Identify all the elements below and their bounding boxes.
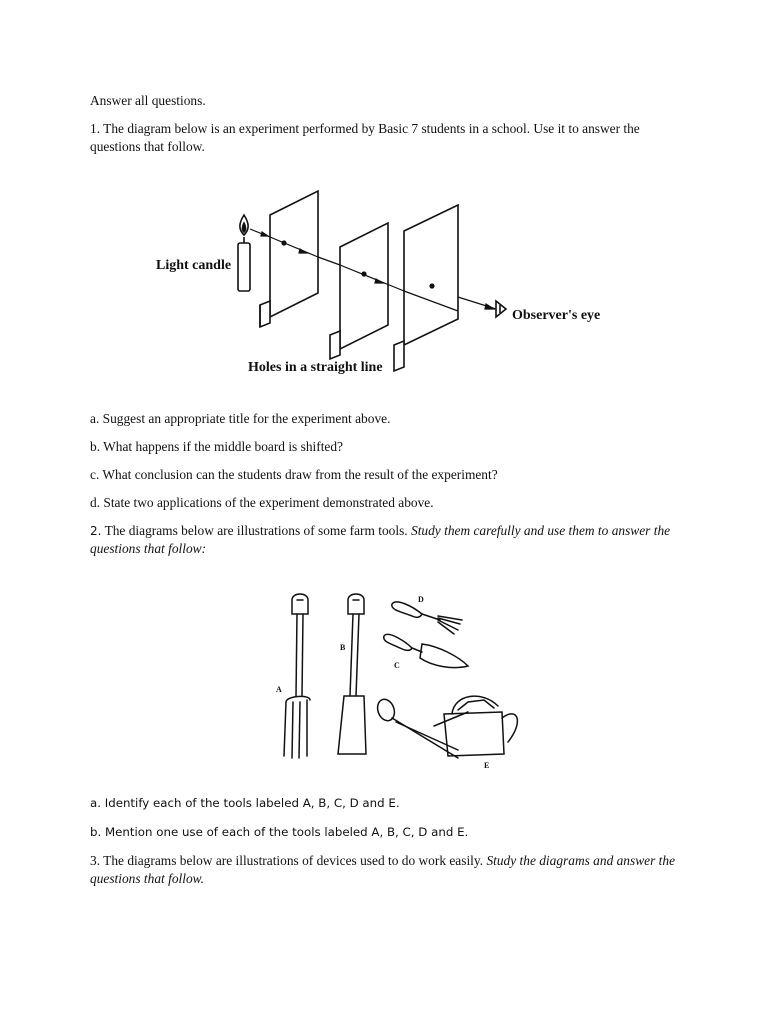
tool-label-e: E xyxy=(484,761,490,770)
eye-icon xyxy=(496,301,506,317)
candle-icon xyxy=(238,215,250,291)
board-1 xyxy=(260,191,318,327)
question-1b: b. What happens if the middle board is shifted? xyxy=(90,439,343,454)
question-2b: b. Mention one use of each of the tools labeled A, B, C, D and E. xyxy=(90,825,469,839)
question-2-instruction: Study them carefully and use them to answer the questions that follow: xyxy=(90,523,671,556)
question-2a: a. Identify each of the tools labeled A, B, C, D and E. xyxy=(90,796,400,810)
question-1d: d. State two applications of the experiment demonstrated above. xyxy=(90,495,434,510)
instructions xyxy=(90,92,680,110)
light-experiment-diagram xyxy=(150,185,620,385)
question-1-number: 1. xyxy=(90,121,101,136)
tool-label-b: B xyxy=(340,643,346,652)
garden-fork-icon xyxy=(284,594,310,758)
question-2-stem xyxy=(90,522,680,558)
label-candle: Light candle xyxy=(156,258,232,273)
tool-label-c: C xyxy=(394,661,400,670)
instructions-text: Answer all questions. xyxy=(90,93,206,108)
spade-icon xyxy=(338,594,366,754)
label-eye: Observer's eye xyxy=(512,308,601,323)
hand-fork-icon xyxy=(392,602,462,634)
question-1-stem xyxy=(90,120,680,156)
question-3-text: The diagrams below are illustrations of devices used to do work easily. xyxy=(103,853,484,868)
question-2-text: The diagrams below are illustrations of some farm tools. xyxy=(104,523,408,538)
farm-tools-diagram xyxy=(262,586,532,776)
board-2 xyxy=(330,223,388,359)
question-1-text: The diagram below is an experiment performed by Basic 7 students in a school. Use it to answer the questions that follow. xyxy=(90,121,640,154)
question-2-number: 2. xyxy=(90,524,102,538)
question-3-instruction: Study the diagrams and answer the questions that follow. xyxy=(90,853,676,886)
question-1a: a. Suggest an appropriate title for the experiment above. xyxy=(90,411,391,426)
watering-can-icon xyxy=(375,696,518,758)
board-3 xyxy=(394,205,458,371)
question-1c: c. What conclusion can the students draw from the result of the experiment? xyxy=(90,467,498,482)
tool-label-d: D xyxy=(418,595,424,604)
label-holes: Holes in a straight line xyxy=(248,360,383,375)
question-3-number: 3. xyxy=(90,853,101,868)
question-3-stem xyxy=(90,852,680,888)
tool-label-a: A xyxy=(276,685,282,694)
